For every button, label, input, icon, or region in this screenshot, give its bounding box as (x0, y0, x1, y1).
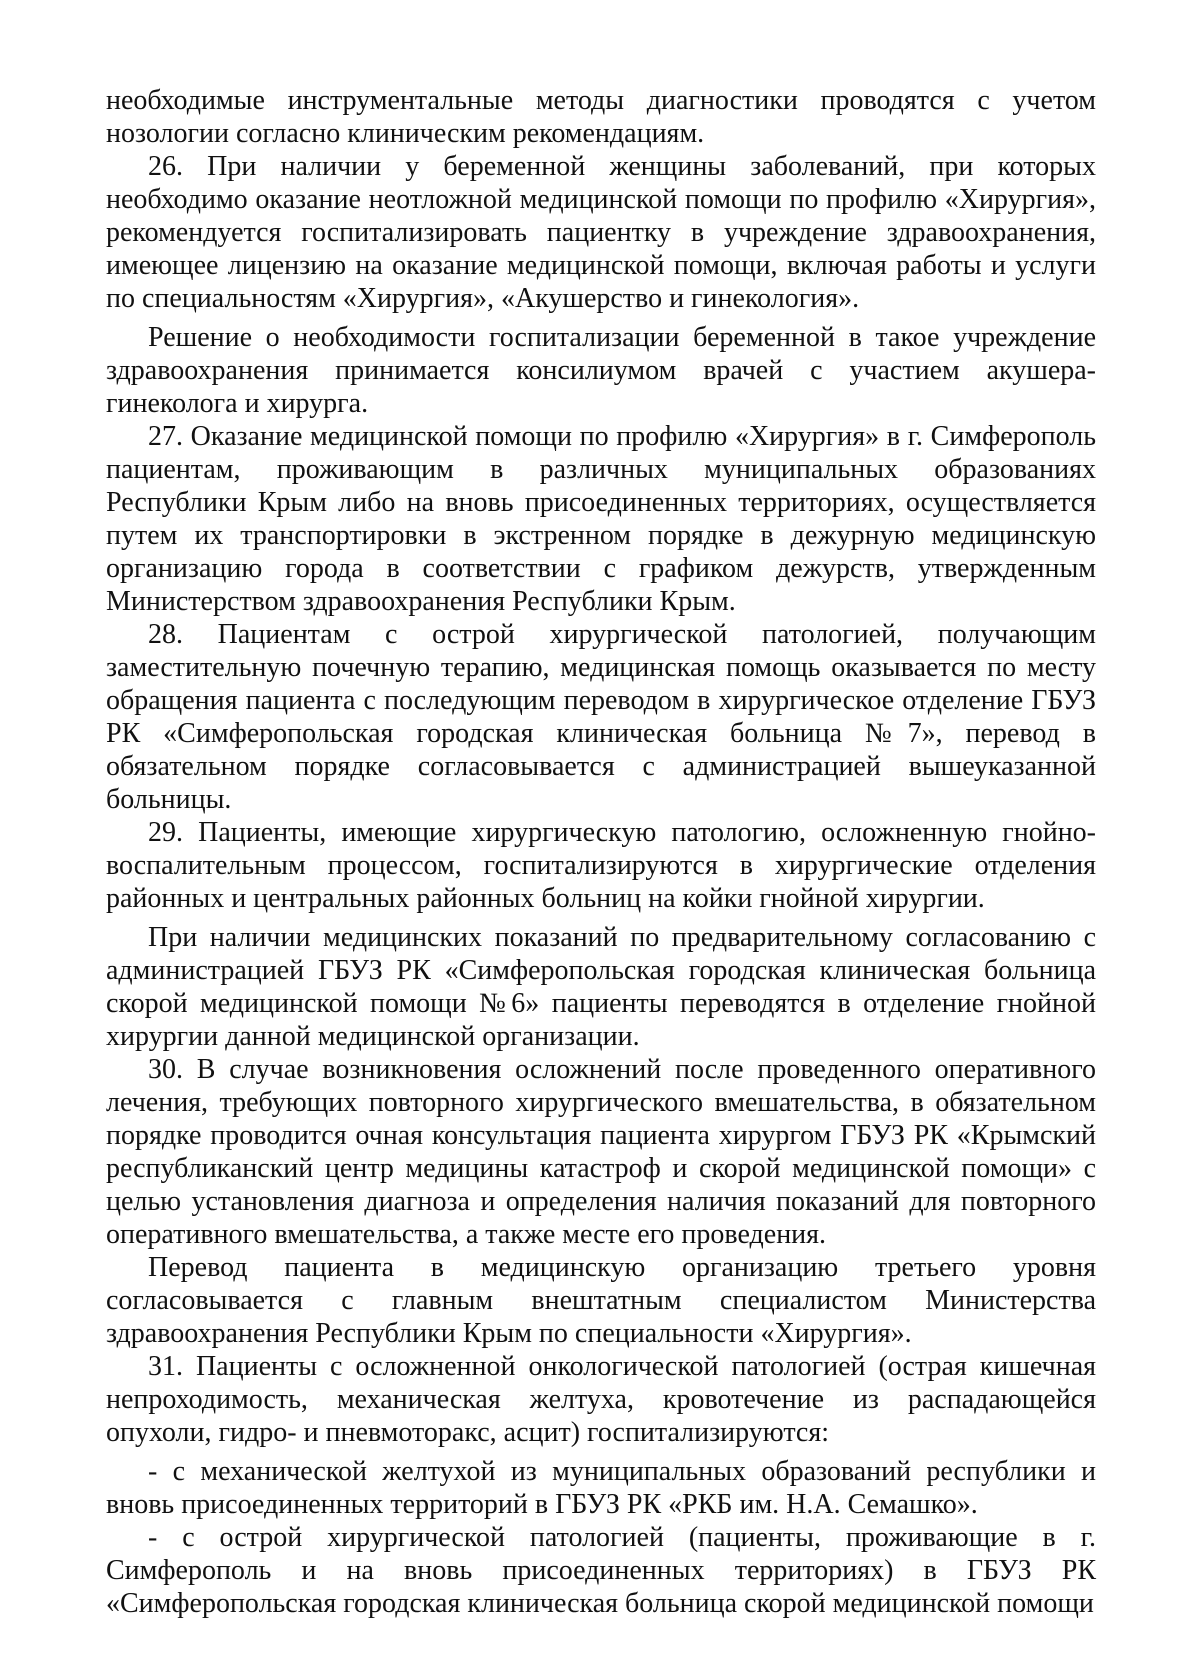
list-item-jaundice: - с механической желтухой из муниципальных образований республики и вновь присоединенных территорий в ГБУЗ РК «РКБ им. Н.А. Семашко». (106, 1456, 1096, 1520)
paragraph-28: 28. Пациентам с острой хирургической патологией, получающим заместительную почечную терапию, медицинская помощь оказывается по месту обращения пациента с последующим переводом в хирургическое отделение ГБУЗ РК «Симферопольская городская клиническая больница №7», перевод в обязательном порядке согласовывается с администрацией вышеуказанной больницы. (106, 619, 1096, 815)
paragraph-29-transfer: При наличии медицинских показаний по предварительному согласованию с администрацией ГБУЗ РК «Симферопольская городская клиническая больница скорой медицинской помощи №6» пациенты переводятся в отделение гнойной хирургии данной медицинской организации. (106, 922, 1096, 1052)
paragraph-27: 27. Оказание медицинской помощи по профилю «Хирургия» в г. Симферополь пациентам, проживающим в различных муниципальных образованиях Республики Крым либо на вновь присоединенных территориях, осуществляется путем их транспортировки в экстренном порядке в дежурную медицинскую организацию города в соответствии с графиком дежурств, утвержденным Министерством здравоохранения Республики Крым. (106, 421, 1096, 617)
paragraph-diagnostics: необходимые инструментальные методы диагностики проводятся с учетом нозологии согласно клиническим рекомендациям. (106, 85, 1096, 149)
paragraph-26-decision: Решение о необходимости госпитализации беременной в такое учреждение здравоохранения принимается консилиумом врачей с участием акушера-гинеколога и хирурга. (106, 322, 1096, 419)
paragraph-29: 29. Пациенты, имеющие хирургическую патологию, осложненную гнойно-воспалительным процессом, госпитализируются в хирургические отделения районных и центральных районных больниц на койки гнойной хирургии. (106, 817, 1096, 914)
document-page (106, 84, 1096, 1620)
paragraph-30: 30. В случае возникновения осложнений после проведенного оперативного лечения, требующих повторного хирургического вмешательства, в обязательном порядке проводится очная консультация пациента хирургом ГБУЗ РК «Крымский республиканский центр медицины катастроф и скорой медицинской помощи» с целью установления диагноза и определения наличия показаний для повторного оперативного вмешательства, а также месте его проведения. (106, 1054, 1096, 1250)
paragraph-30-transfer: Перевод пациента в медицинскую организацию третьего уровня согласовывается с главным внештатным специалистом Министерства здравоохранения Республики Крым по специальности «Хирургия». (106, 1252, 1096, 1349)
paragraph-31: 31. Пациенты с осложненной онкологической патологией (острая кишечная непроходимость, механическая желтуха, кровотечение из распадающейся опухоли, гидро- и пневмоторакс, асцит) госпитализируются: (106, 1351, 1096, 1448)
list-item-acute-pathology: - с острой хирургической патологией (пациенты, проживающие в г. Симферополь и на вновь присоединенных территориях) в ГБУЗ РК «Симферопольская городская клиническая больница скорой медицинской помощи (106, 1522, 1096, 1619)
paragraph-26: 26. При наличии у беременной женщины заболеваний, при которых необходимо оказание неотложной медицинской помощи по профилю «Хирургия», рекомендуется госпитализировать пациентку в учреждение здравоохранения, имеющее лицензию на оказание медицинской помощи, включая работы и услуги по специальностям «Хирургия», «Акушерство и гинекология». (106, 151, 1096, 314)
